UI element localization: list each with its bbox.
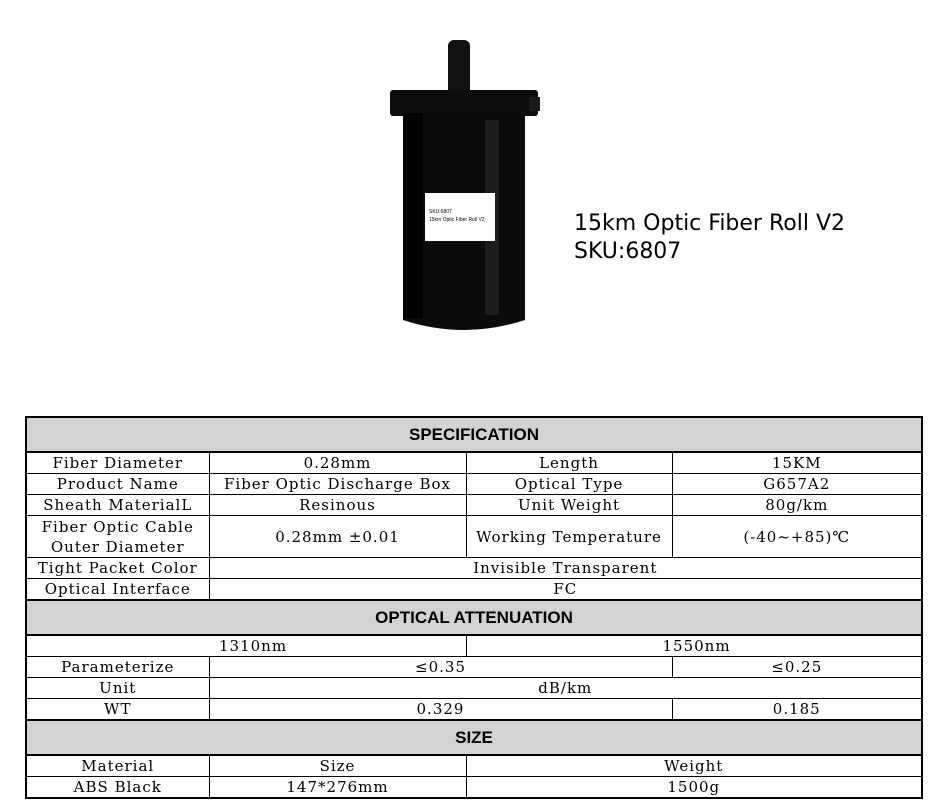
attenuation-value: 0.185 <box>672 699 922 721</box>
table-row <box>26 678 922 699</box>
size-value: 147*276mm <box>209 777 466 799</box>
attenuation-value: ≤0.35 <box>209 657 672 678</box>
attenuation-heading: OPTICAL ATTENUATION <box>26 600 922 635</box>
spool-top-ring <box>390 90 538 116</box>
spec-label: Optical Interface <box>26 579 209 601</box>
table-row <box>26 495 922 516</box>
spec-label: Working Temperature <box>466 516 672 558</box>
size-value: 1500g <box>466 777 922 799</box>
specification-table <box>25 416 921 799</box>
table-row <box>26 452 922 474</box>
product-title: 15km Optic Fiber Roll V2 <box>574 211 845 236</box>
size-heading: SIZE <box>26 720 922 755</box>
spool-label-line2: 15km Optic Fiber Roll V2 <box>429 217 485 223</box>
spec-label: Fiber Optic Cable Outer Diameter <box>26 516 209 558</box>
spec-label: Optical Type <box>466 474 672 495</box>
wavelength-1550: 1550nm <box>466 635 922 657</box>
attenuation-value: dB/km <box>209 678 922 699</box>
table-row <box>26 516 922 558</box>
spec-value: Invisible Transparent <box>209 558 922 579</box>
spec-value: (-40~+85)℃ <box>672 516 922 558</box>
size-value: ABS Black <box>26 777 209 799</box>
table-row <box>26 579 922 601</box>
spool-label-line1: SKU:6807 <box>429 209 452 215</box>
size-header: Material <box>26 755 209 777</box>
spec-value: 0.28mm <box>209 452 466 474</box>
attenuation-label: Unit <box>26 678 209 699</box>
spool-top-clip <box>530 97 540 111</box>
spec-value: Fiber Optic Discharge Box <box>209 474 466 495</box>
spec-label: Tight Packet Color <box>26 558 209 579</box>
spool-shadow <box>403 113 423 318</box>
spec-value: Resinous <box>209 495 466 516</box>
spec-value: 80g/km <box>672 495 922 516</box>
table-row <box>26 777 922 799</box>
wavelength-1310: 1310nm <box>26 635 466 657</box>
spec-label: Unit Weight <box>466 495 672 516</box>
spec-value: 15KM <box>672 452 922 474</box>
spec-label: Sheath MaterialL <box>26 495 209 516</box>
table-row <box>26 755 922 777</box>
spec-label: Fiber Diameter <box>26 452 209 474</box>
spec-label: Product Name <box>26 474 209 495</box>
table-row <box>26 474 922 495</box>
size-header: Weight <box>466 755 922 777</box>
spec-label: Length <box>466 452 672 474</box>
table-row <box>26 699 922 721</box>
table-row <box>26 558 922 579</box>
product-image <box>385 35 545 340</box>
table-row <box>26 657 922 678</box>
product-sku: SKU:6807 <box>574 239 682 264</box>
table-row <box>26 635 922 657</box>
attenuation-label: Parameterize <box>26 657 209 678</box>
spec-value: 0.28mm ±0.01 <box>209 516 466 558</box>
product-title-block <box>574 210 845 266</box>
spec-value: FC <box>209 579 922 601</box>
spec-value: G657A2 <box>672 474 922 495</box>
attenuation-value: 0.329 <box>209 699 672 721</box>
attenuation-label: WT <box>26 699 209 721</box>
specification-heading: SPECIFICATION <box>26 417 922 452</box>
attenuation-value: ≤0.25 <box>672 657 922 678</box>
size-header: Size <box>209 755 466 777</box>
